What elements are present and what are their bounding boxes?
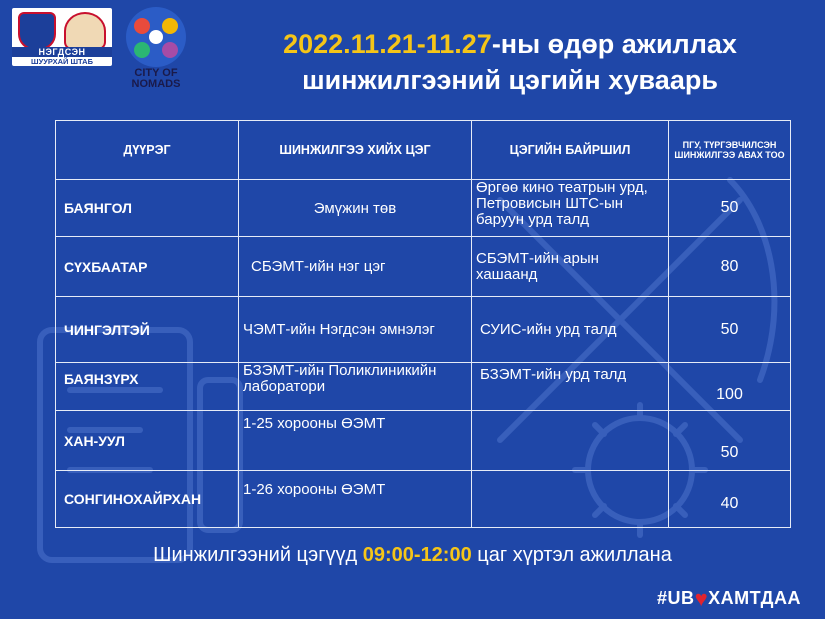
count-cell: 100 [669,363,791,411]
note-before: Шинжилгээний цэгүүд [153,544,363,566]
page-title [215,26,805,98]
header-district: ДҮҮРЭГ [56,121,239,180]
city-logo-text [118,68,194,90]
point-cell: ЧЭМТ-ийн Нэгдсэн эмнэлэг [239,297,472,363]
location-cell: БЗЭМТ-ийн урд талд [472,363,669,411]
district-cell: ЧИНГЭЛТЭЙ [56,297,239,363]
header-count: ПГУ, ТҮРГЭВЧИЛСЭН ШИНЖИЛГЭЭ АВАХ ТОО [669,121,791,180]
district-cell: СОНГИНОХАЙРХАН [56,471,239,528]
hashtag [657,586,801,612]
guardian-figure-icon [64,12,106,50]
title-line-1 [215,26,805,62]
note-after: цаг хүртэл ажиллана [471,544,672,566]
city-of-nomads-logo [118,6,194,90]
working-hours-note [0,544,825,567]
location-cell [472,411,669,471]
title-rest: -ны өдөр ажиллах [491,29,737,59]
count-cell: 50 [669,297,791,363]
point-cell: 1-26 хорооны ӨЭМТ [239,471,472,528]
count-cell: 50 [669,180,791,237]
point-cell: БЗЭМТ-ийн Поликлиникийн лаборатори [239,363,472,411]
location-cell: СБЭМТ-ийн арын хашаанд [472,237,669,297]
headquarters-emblem-logo [12,8,112,66]
heart-icon: ♥ [694,586,709,611]
district-cell: БАЯНГОЛ [56,180,239,237]
table-row [56,363,791,411]
shield-icon [18,12,56,50]
emblem-name: НЭГДСЭН [12,47,112,57]
title-date: 2022.11.21-11.27 [283,29,492,59]
header-point: ШИНЖИЛГЭЭ ХИЙХ ЦЭГ [239,121,472,180]
title-line-2: шинжилгээний цэгийн хуваарь [302,65,718,95]
table-row [56,180,791,237]
count-cell: 50 [669,411,791,471]
point-cell: СБЭМТ-ийн нэг цэг [239,237,472,297]
working-hours-time: 09:00-12:00 [362,544,472,566]
table-row [56,411,791,471]
location-cell: СУИС-ийн урд талд [472,297,669,363]
count-cell: 40 [669,471,791,528]
header-location: ЦЭГИЙН БАЙРШИЛ [472,121,669,180]
city-logo-line2: NOMADS [131,78,181,90]
district-cell: БАЯНЗҮРХ [56,363,239,411]
table-header-row [56,121,791,180]
location-cell [472,471,669,528]
point-cell: 1-25 хорооны ӨЭМТ [239,411,472,471]
point-cell: Эмүжин төв [239,180,472,237]
district-cell: ХАН-УУЛ [56,411,239,471]
city-logo-line1: CITY OF [134,67,178,79]
schedule-table [55,120,791,528]
district-cell: СҮХБААТАР [56,237,239,297]
count-cell: 80 [669,237,791,297]
hashtag-suffix: ХАМТДАА [708,588,801,608]
table-row [56,471,791,528]
hashtag-prefix: #UB [657,588,695,608]
table-row [56,237,791,297]
table-row [56,297,791,363]
location-cell: Өргөө кино театрын урд, Петровисын ШТС-ын баруун урд талд [472,180,669,237]
emblem-subtitle: ШУУРХАЙ ШТАБ [31,57,93,66]
city-of-nomads-mark-icon [118,6,194,68]
